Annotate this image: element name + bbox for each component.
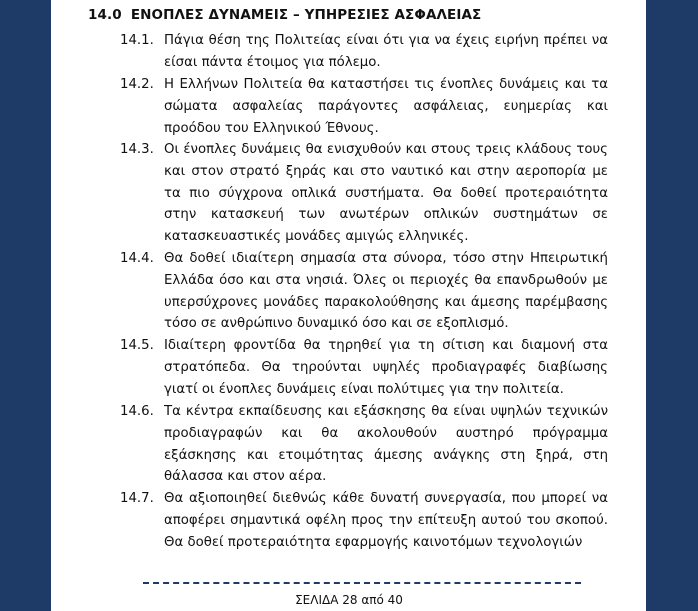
page-number: ΣΕΛΙΔΑ 28 από 40: [295, 593, 403, 607]
item-text: Η Ελλήνων Πολιτεία θα καταστήσει τις ένοπλες δυνάμεις και τα σώματα ασφαλείας παράγοντες ασφάλειας, ευημερίας και προόδου του Ελληνικού Έθνους.: [164, 77, 608, 136]
item-text: Θα δοθεί ιδιαίτερη σημασία στα σύνορα, τόσο στην Ηπειρωτική Ελλάδα όσο και στα νησιά. Όλες οι περιοχές θα επανδρωθούν με υπερσύχρονες μονάδες παρακολούθησης και άμεσης παρέμβασης τόσο σε ανθρώπινο δυναμικό όσο και σε εξοπλισμό.: [164, 251, 608, 332]
item-number: 14.1.: [120, 33, 154, 48]
section-title: ΕΝΟΠΛΕΣ ΔΥΝΑΜΕΙΣ – ΥΠΗΡΕΣΙΕΣ ΑΣΦΑΛΕΙΑΣ: [130, 7, 482, 23]
item-number: 14.7.: [120, 491, 154, 506]
item-text: Ιδιαίτερη φροντίδα θα τηρηθεί για τη σίτιση και διαμονή στα στρατόπεδα. Θα τηρούνται υψηλές προδιαγραφές διαβίωσης γιατί οι ένοπλες δυνάμεις είναι πολύτιμες για την πολιτεία.: [164, 338, 608, 397]
section-heading: [88, 7, 481, 23]
item-text: Πάγια θέση της Πολιτείας είναι ότι για να έχεις ειρήνη πρέπει να είσαι πάντα έτοιμος για πόλεμο.: [164, 33, 608, 70]
item-text: Τα κέντρα εκπαίδευσης και εξάσκησης θα είναι υψηλών τεχνικών προδιαγραφών και θα ακολουθούν αυστηρό πρόγραμμα εξάσκησης και ετοιμότητας άμεσης ανάγκης στη ξηρά, στη θάλασσα και στον αέρα.: [164, 404, 608, 485]
item-number: 14.2.: [120, 77, 154, 92]
section-number: 14.0: [88, 7, 122, 23]
item-number: 14.4.: [120, 251, 154, 266]
item-number: 14.6.: [120, 404, 154, 419]
item-text: Οι ένοπλες δυνάμεις θα ενισχυθούν και στους τρεις κλάδους τους και στον στρατό ξηράς και στο ναυτικό και στην αεροπορία με τα πιο σύγχρονα οπλικά συστήματα. Θα δοθεί προτεραιότητα στην κατασκευή των ανωτέρων οπλικών συστημάτων σε κατασκευαστικές μονάδες αμιγώς ελληνικές.: [164, 142, 608, 245]
item-number: 14.3.: [120, 142, 154, 157]
item-text: Θα αξιοποιηθεί διεθνώς κάθε δυνατή συνεργασία, που μπορεί να αποφέρει σημαντικά οφέλη προς την επίτευξη αυτού του σκοπού. Θα δοθεί προτεραιότητα εφαρμογής καινοτόμων τεχνολογιών: [164, 491, 608, 550]
footer-divider: [143, 582, 581, 584]
item-number: 14.5.: [120, 338, 154, 353]
